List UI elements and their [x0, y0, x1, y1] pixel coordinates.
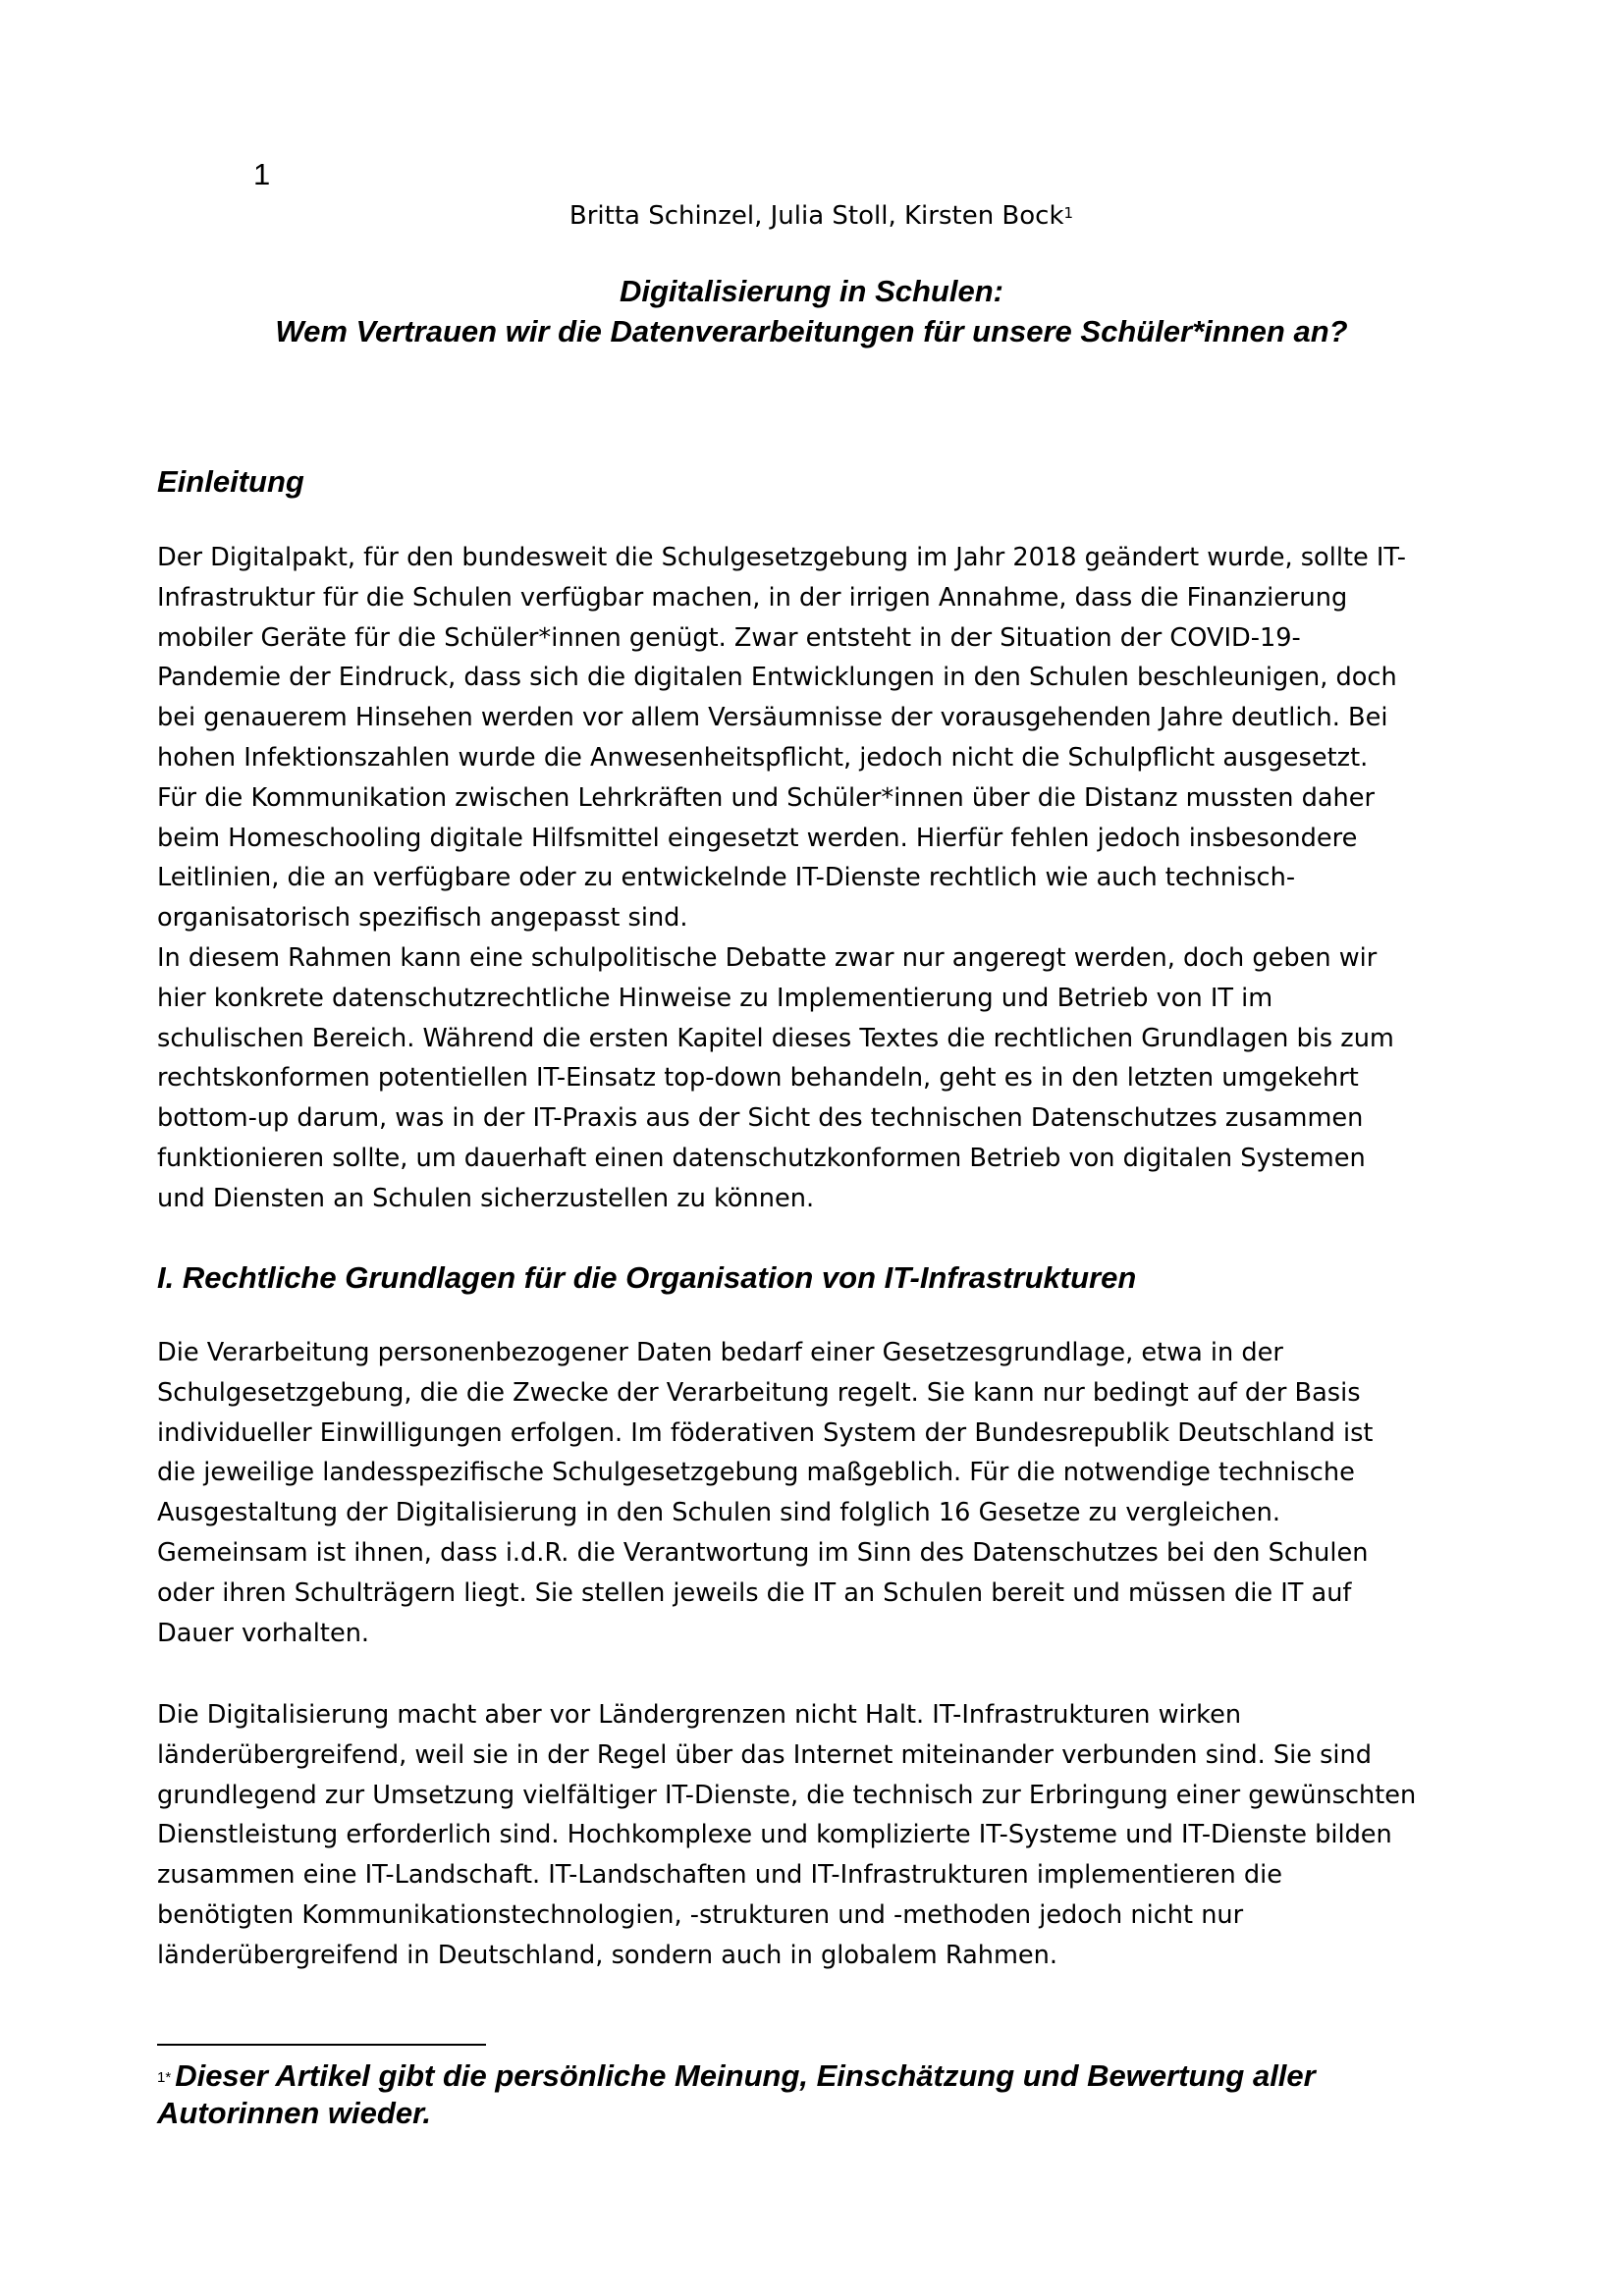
section-heading-rechtliche-grundlagen: I. Rechtliche Grundlagen für die Organisation von IT-Infrastrukturen	[157, 1260, 1137, 1295]
text-line: Der Digitalpakt, für den bundesweit die Schulgesetzgebung im Jahr 2018 geändert wurde, sollte IT-	[157, 543, 1406, 572]
footnote-line-1	[157, 2057, 1316, 2095]
text-line: rechtskonformen potentiellen IT-Einsatz top-down behandeln, geht es in den letzten umgekehrt	[157, 1063, 1359, 1094]
text-line: bei genauerem Hinsehen werden vor allem Versäumnisse der vorausgehenden Jahre deutlich. Bei	[157, 703, 1388, 733]
intro-paragraph	[157, 538, 1406, 1219]
text-line: Leitlinien, die an verfügbare oder zu entwickelnde IT-Dienste rechtlich wie auch technisch-	[157, 863, 1296, 893]
text-line: länderübergreifend in Deutschland, sondern auch in globalem Rahmen.	[157, 1940, 1058, 1970]
text-line: In diesem Rahmen kann eine schulpolitische Debatte zwar nur angeregt werden, doch geben wir	[157, 942, 1378, 973]
text-line: Infrastruktur für die Schulen verfügbar machen, in der irrigen Annahme, dass die Finanzierung	[157, 582, 1348, 613]
text-line: Pandemie der Eindruck, dass sich die digitalen Entwicklungen in den Schulen beschleunigen, doch	[157, 663, 1397, 693]
text-line: grundlegend zur Umsetzung vielfältiger IT-Dienste, die technisch zur Erbringung einer gewünschten	[157, 1780, 1417, 1810]
text-line: länderübergreifend, weil sie in der Regel über das Internet miteinander verbunden sind. Sie sind	[157, 1739, 1372, 1770]
text-line: die jeweilige landesspezifische Schulgesetzgebung maßgeblich. Für die notwendige technische	[157, 1458, 1355, 1488]
text-line: Gemeinsam ist ihnen, dass i.d.R. die Verantwortung im Sinn des Datenschutzes bei den Schulen	[157, 1537, 1369, 1568]
title-line-2: Wem Vertrauen wir die Datenverarbeitungen für unsere Schüler*innen an?	[275, 314, 1348, 348]
text-line: beim Homeschooling digitale Hilfsmittel eingesetzt werden. Hierfür fehlen jedoch insbesondere	[157, 823, 1358, 853]
footnote-marker: 1*	[157, 2069, 172, 2086]
author-footnote-ref: 1	[1063, 204, 1074, 222]
text-line: Ausgestaltung der Digitalisierung in den Schulen sind folglich 16 Gesetze zu vergleichen.	[157, 1498, 1280, 1528]
author-line	[0, 199, 1623, 233]
footnote-separator	[157, 2044, 486, 2046]
text-line: Für die Kommunikation zwischen Lehrkräften und Schüler*innen über die Distanz mussten daher	[157, 782, 1376, 813]
text-line: hohen Infektionszahlen wurde die Anwesenheitspflicht, jedoch nicht die Schulpflicht ausgesetzt.	[157, 742, 1369, 773]
footnote-text-1: Dieser Artikel gibt die persönliche Meinung, Einschätzung und Bewertung aller	[175, 2058, 1316, 2093]
section1-paragraph-1	[157, 1333, 1373, 1653]
document-title	[0, 271, 1623, 351]
text-line: und Diensten an Schulen sicherzustellen zu können.	[157, 1183, 815, 1213]
footnote-line-2: Autorinnen wieder.	[157, 2096, 432, 2130]
text-line: funktionieren sollte, um dauerhaft einen datenschutzkonformen Betrieb von digitalen Systemen	[157, 1143, 1366, 1173]
text-line: bottom-up darum, was in der IT-Praxis aus der Sicht des technischen Datenschutzes zusammen	[157, 1103, 1364, 1134]
title-line-1: Digitalisierung in Schulen:	[620, 274, 1003, 308]
text-line: zusammen eine IT-Landschaft. IT-Landschaften und IT-Infrastrukturen implementieren die	[157, 1860, 1282, 1891]
author-names: Britta Schinzel, Julia Stoll, Kirsten Bock	[568, 201, 1064, 231]
text-line: Die Digitalisierung macht aber vor Ländergrenzen nicht Halt. IT-Infrastrukturen wirken	[157, 1700, 1242, 1730]
text-line: organisatorisch spezifisch angepasst sind.	[157, 903, 688, 934]
section1-paragraph-2	[157, 1695, 1416, 1976]
text-line: Die Verarbeitung personenbezogener Daten bedarf einer Gesetzesgrundlage, etwa in der	[157, 1338, 1283, 1367]
footnote	[157, 2057, 1316, 2132]
section-heading-einleitung: Einleitung	[157, 464, 304, 499]
text-line: benötigten Kommunikationstechnologien, -strukturen und -methoden jedoch nicht nur	[157, 1899, 1244, 1930]
text-line: oder ihren Schulträgern liegt. Sie stellen jeweils die IT an Schulen bereit und müssen die IT auf	[157, 1577, 1352, 1608]
text-line: Dienstleistung erforderlich sind. Hochkomplexe und komplizierte IT-Systeme und IT-Dienste bilden	[157, 1820, 1392, 1850]
text-line: schulischen Bereich. Während die ersten Kapitel dieses Textes die rechtlichen Grundlagen bis zum	[157, 1023, 1394, 1053]
text-line: mobiler Geräte für die Schüler*innen genügt. Zwar entsteht in der Situation der COVID-19-	[157, 622, 1301, 653]
text-line: Dauer vorhalten.	[157, 1618, 370, 1648]
text-line: Schulgesetzgebung, die die Zwecke der Verarbeitung regelt. Sie kann nur bedingt auf der Basis	[157, 1377, 1361, 1408]
text-line: hier konkrete datenschutzrechtliche Hinweise zu Implementierung und Betrieb von IT im	[157, 983, 1273, 1013]
text-line: individueller Einwilligungen erfolgen. Im föderativen System der Bundesrepublik Deutschland ist	[157, 1417, 1374, 1448]
page-number: 1	[253, 157, 271, 191]
